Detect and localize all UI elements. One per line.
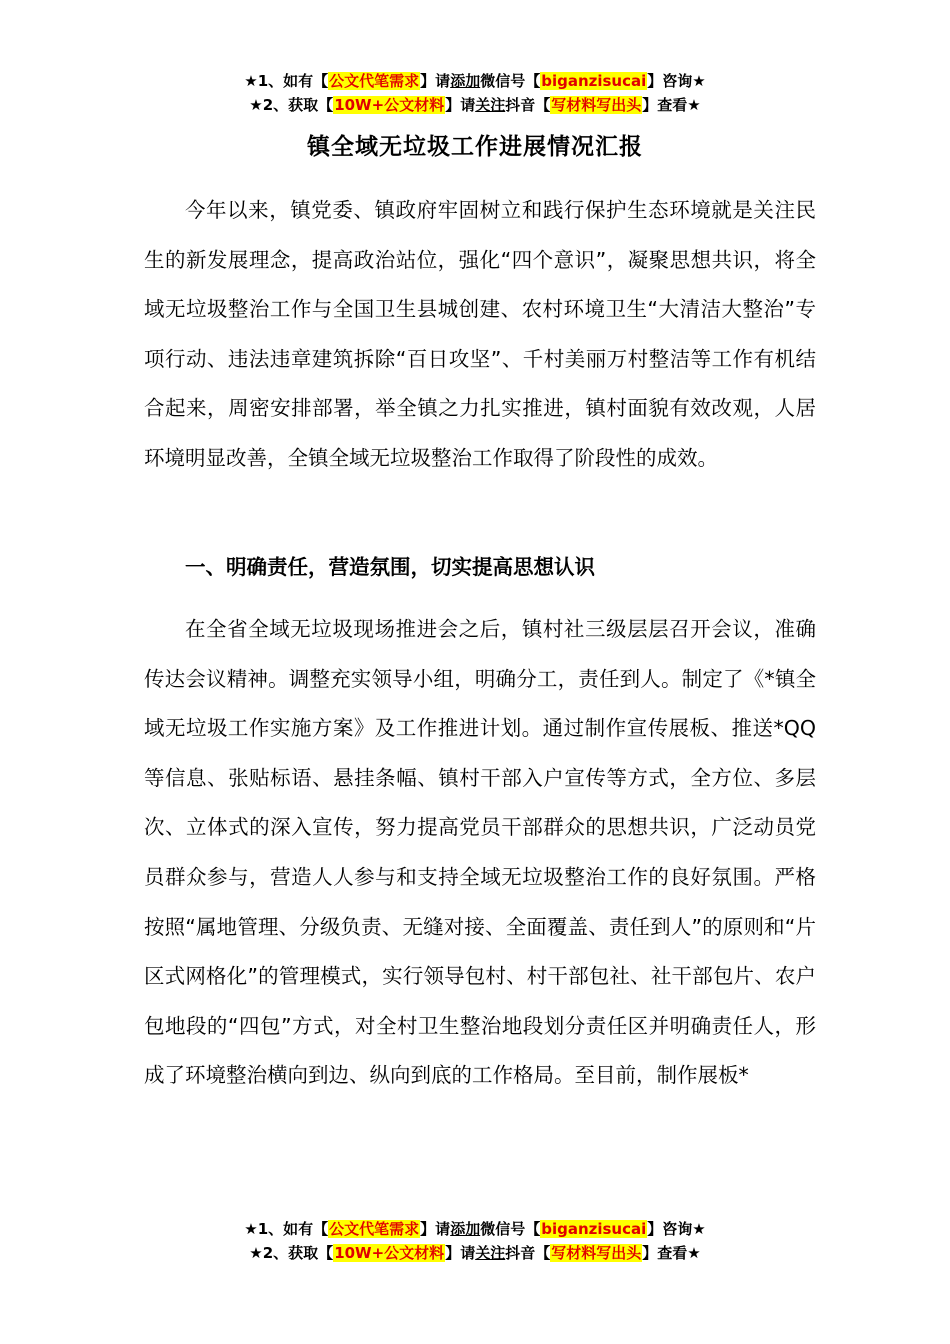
body-paragraph-intro xyxy=(144,186,816,484)
promo-highlight: 写材料写出头 xyxy=(551,1244,642,1262)
promo-line-2 xyxy=(0,1241,950,1265)
promo-text: 抖音【 xyxy=(505,96,551,114)
promo-highlight: 公文代笔需求 xyxy=(329,72,420,90)
promo-text: 抖音【 xyxy=(505,1244,551,1262)
promo-text: 微信号【 xyxy=(480,1220,541,1238)
promo-emphasis: 添加 xyxy=(450,72,481,90)
promo-text: 】咨询★ xyxy=(647,1220,706,1238)
promo-text: 】咨询★ xyxy=(647,72,706,90)
promo-line-1 xyxy=(0,69,950,93)
promo-text: 】请 xyxy=(420,72,451,90)
promo-text: 微信号【 xyxy=(480,72,541,90)
promo-highlight: 10W+公文材料 xyxy=(334,1244,445,1262)
promo-text: 】请 xyxy=(445,96,476,114)
promo-text: ★2、获取【 xyxy=(249,96,334,114)
body-paragraph-section1 xyxy=(144,605,816,1101)
header-promo-banner xyxy=(0,69,950,117)
promo-text: 】查看★ xyxy=(642,96,701,114)
promo-line-2 xyxy=(0,93,950,117)
promo-emphasis: 添加 xyxy=(450,1220,481,1238)
promo-text: 】查看★ xyxy=(642,1244,701,1262)
promo-highlight: 写材料写出头 xyxy=(551,96,642,114)
promo-emphasis: 关注 xyxy=(475,96,506,114)
promo-highlight: biganzisucai xyxy=(541,72,647,90)
promo-text: 】请 xyxy=(420,1220,451,1238)
paragraph-text: 今年以来，镇党委、镇政府牢固树立和践行保护生态环境就是关注民生的新发展理念，提高政治站位，强化“四个意识”，凝聚思想共识，将全域无垃圾整治工作与全国卫生县城创建、农村环境卫生“大清洁大整治”专项行动、违法违章建筑拆除“百日攻坚”、千村美丽万村整洁等工作有机结合起来，周密安排部署，举全镇之力扎实推进，镇村面貌有效改观，人居环境明显改善，全镇全域无垃圾整治工作取得了阶段性的成效。 xyxy=(144,198,816,470)
document-title: 镇全域无垃圾工作进展情况汇报 xyxy=(307,134,643,160)
promo-highlight: 10W+公文材料 xyxy=(334,96,445,114)
section-heading: 一、明确责任，营造氛围，切实提高思想认识 xyxy=(185,555,595,579)
promo-text: ★1、如有【 xyxy=(244,72,329,90)
promo-line-1 xyxy=(0,1217,950,1241)
footer-promo-banner xyxy=(0,1217,950,1265)
paragraph-text: 在全省全域无垃圾现场推进会之后，镇村社三级层层召开会议，准确传达会议精神。调整充实领导小组，明确分工，责任到人。制定了《*镇全域无垃圾工作实施方案》及工作推进计划。通过制作宣传展板、推送*QQ等信息、张贴标语、悬挂条幅、镇村干部入户宣传等方式，全方位、多层次、立体式的深入宣传，努力提高党员干部群众的思想共识，广泛动员党员群众参与，营造人人参与和支持全域无垃圾整治工作的良好氛围。严格按照“属地管理、分级负责、无缝对接、全面覆盖、责任到人”的原则和“片区式网格化”的管理模式，实行领导包村、村干部包社、社干部包片、农户包地段的“四包”方式，对全村卫生整治地段划分责任区并明确责任人，形成了环境整治横向到边、纵向到底的工作格局。至目前，制作展板* xyxy=(144,617,816,1088)
promo-text: 】请 xyxy=(445,1244,476,1262)
promo-highlight: biganzisucai xyxy=(541,1220,647,1238)
promo-emphasis: 关注 xyxy=(475,1244,506,1262)
promo-text: ★1、如有【 xyxy=(244,1220,329,1238)
promo-text: ★2、获取【 xyxy=(249,1244,334,1262)
promo-highlight: 公文代笔需求 xyxy=(329,1220,420,1238)
